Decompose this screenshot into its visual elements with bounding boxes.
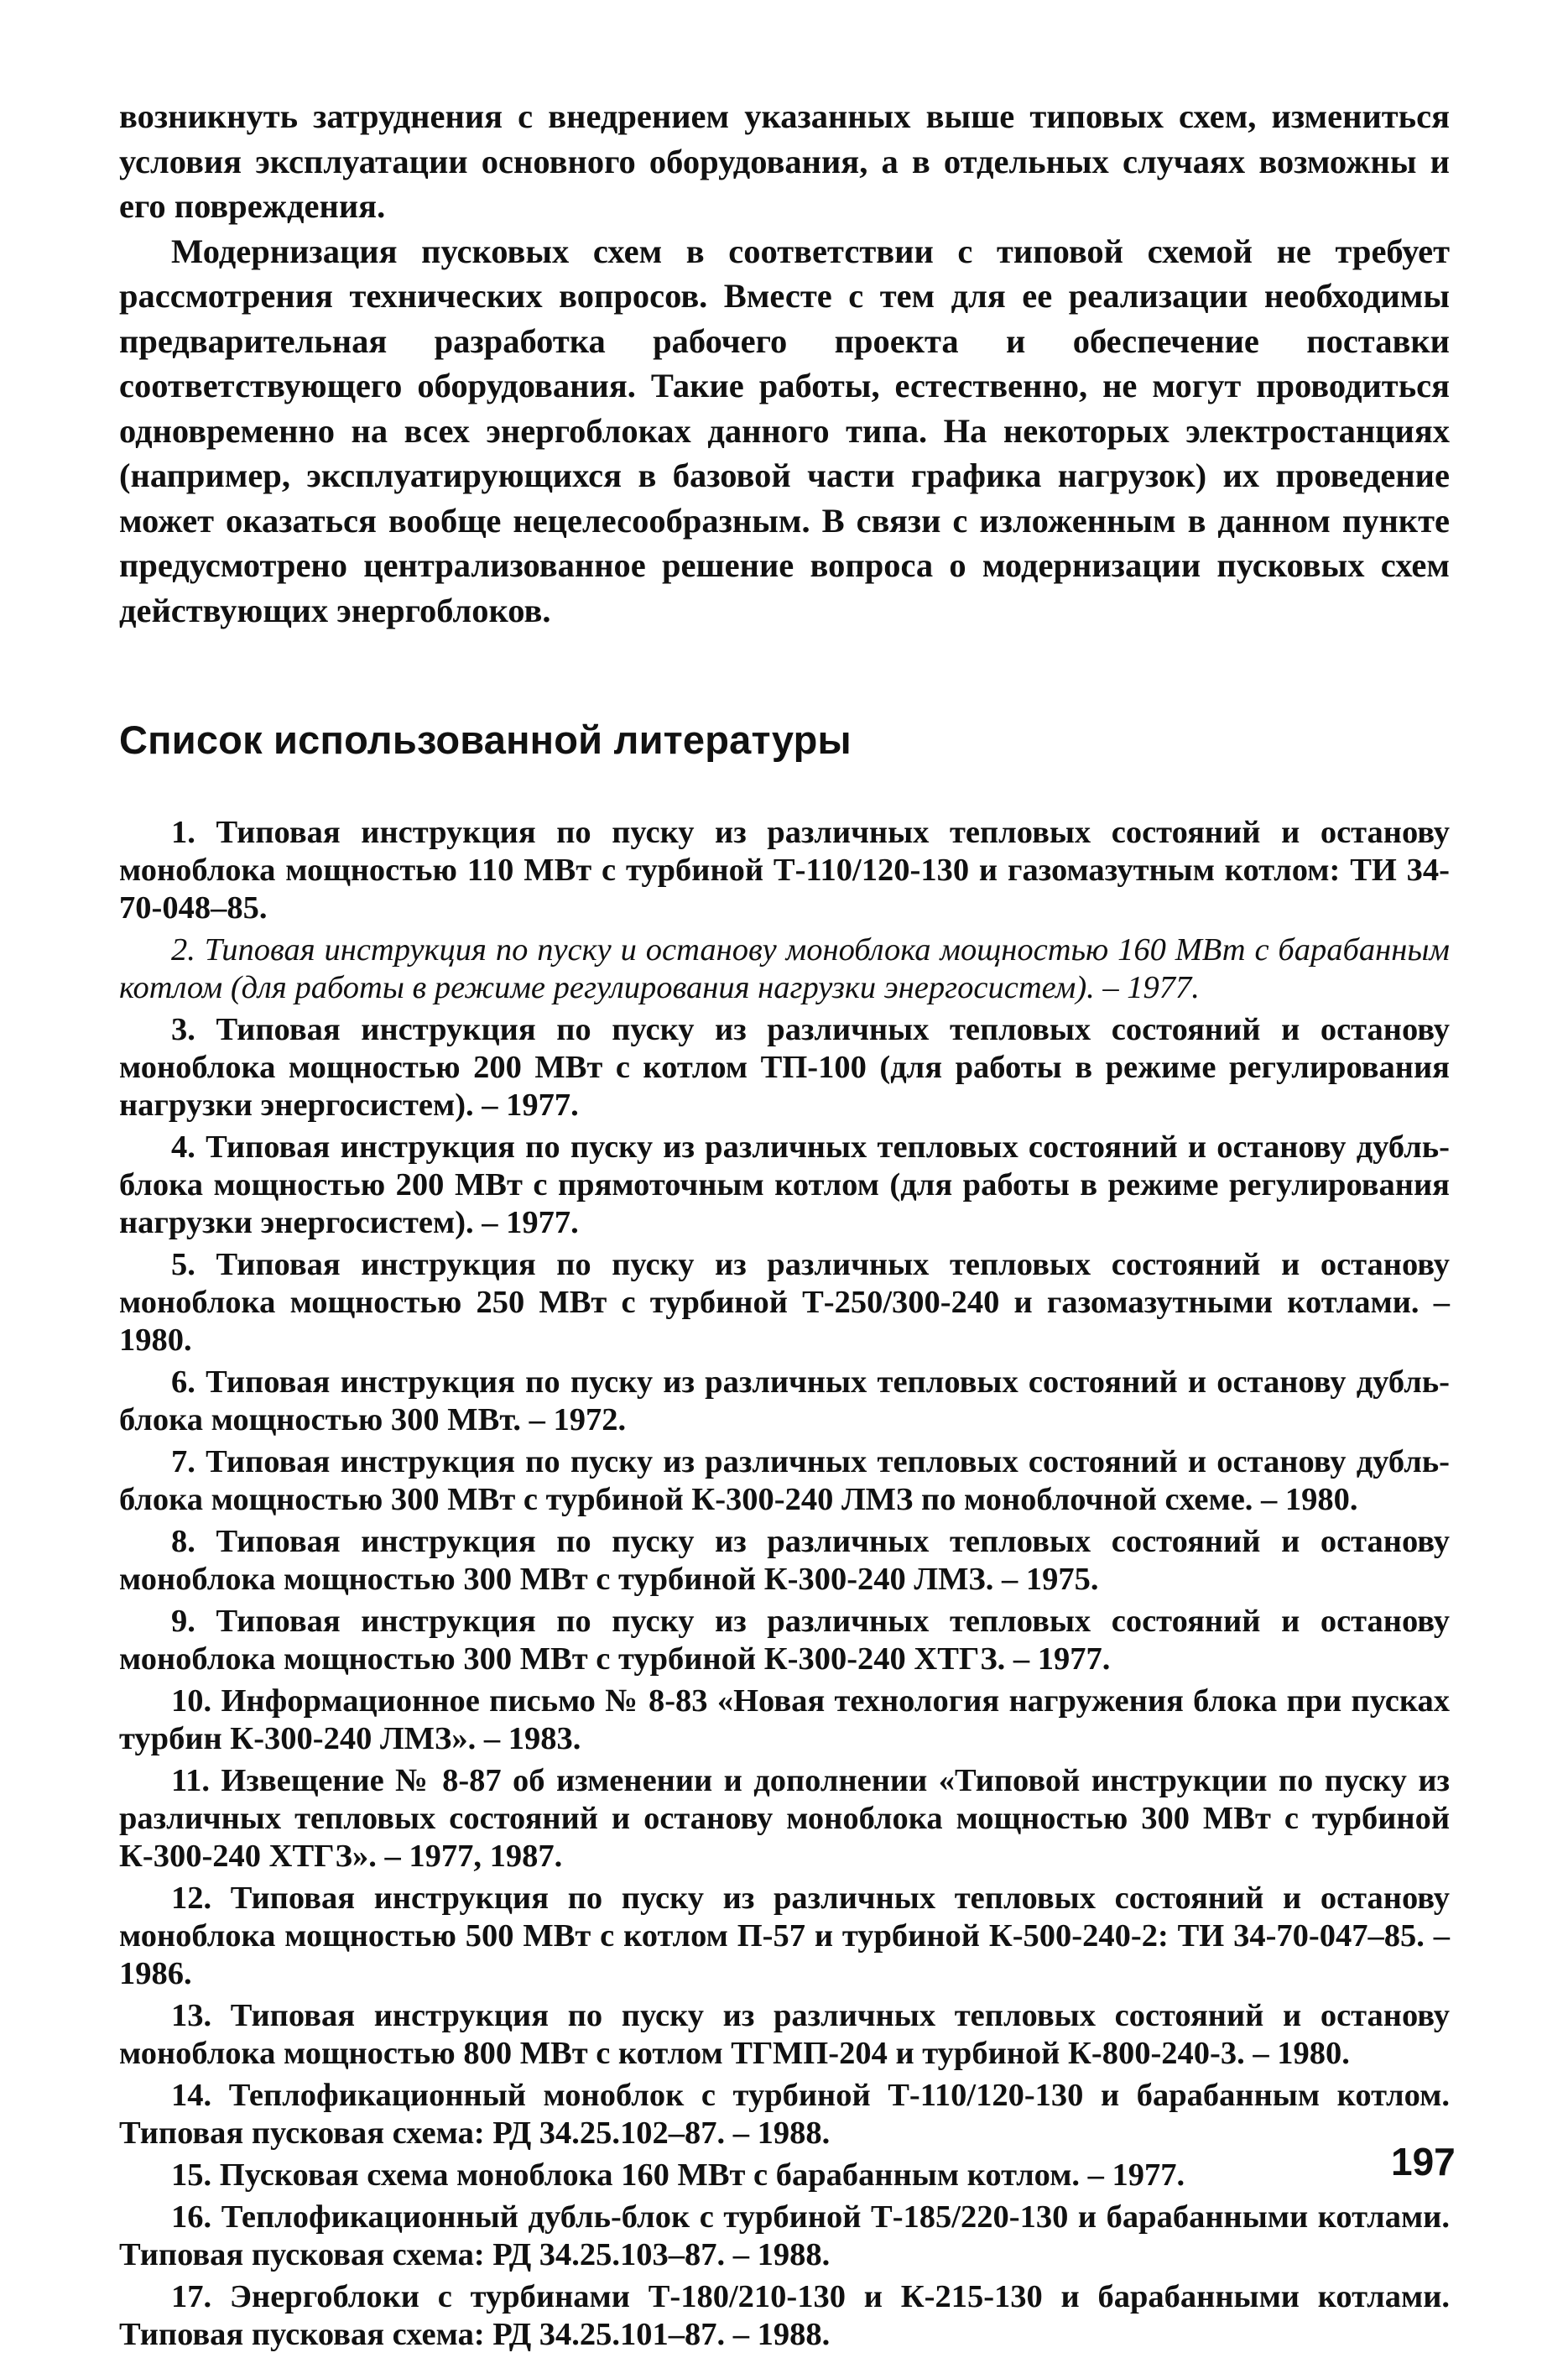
reference-item: 3. Типовая инструкция по пуску из различных тепловых состояний и останову моноблока мощностью 200 МВт с котлом ТП-100 (для работы в режиме регулирования нагрузки энергосистем). – 1977. [119, 1012, 1450, 1123]
reference-item: 5. Типовая инструкция по пуску из различных тепловых состояний и останову моноблока мощностью 250 МВт с турбиной Т-250/300-240 и газомазутными котлами. – 1980. [119, 1247, 1450, 1358]
reference-item: 17. Энергоблоки с турбинами Т-180/210-130 и К-215-130 и барабанными котлами. Типовая пусковая схема: РД 34.25.101–87. – 1988. [119, 2279, 1450, 2352]
reference-item: 8. Типовая инструкция по пуску из различных тепловых состояний и останову моноблока мощностью 300 МВт с турбиной К-300-240 ЛМЗ. – 1975. [119, 1524, 1450, 1597]
reference-item: 9. Типовая инструкция по пуску из различных тепловых состояний и останову моноблока мощностью 300 МВт с турбиной К-300-240 ХТГЗ. – 1977. [119, 1604, 1450, 1677]
reference-item: 1. Типовая инструкция по пуску из различных тепловых состояний и останову моноблока мощностью 110 МВт с турбиной Т-110/120-130 и газомазутным котлом: ТИ 34-70-048–85. [119, 815, 1450, 926]
reference-item: 10. Информационное письмо № 8-83 «Новая технология нагружения блока при пусках турбин К-300-240 ЛМЗ». – 1983. [119, 1683, 1450, 1756]
section-title: Список использованной литературы [119, 717, 852, 762]
page-number: 197 [1391, 2140, 1456, 2183]
page-content [119, 94, 1450, 2358]
reference-item: 2. Типовая инструкция по пуску и останову моноблока мощностью 160 МВт с барабанным котлом (для работы в режиме регулирования нагрузки энергосистем). – 1977. [119, 932, 1450, 1005]
reference-item: 15. Пусковая схема моноблока 160 МВт с барабанным котлом. – 1977. [171, 2157, 1185, 2193]
reference-item: 13. Типовая инструкция по пуску из различных тепловых состояний и останову моноблока мощностью 800 МВт с котлом ТГМП-204 и турбиной К-800-240-3. – 1980. [119, 1998, 1450, 2071]
reference-item: 11. Извещение № 8-87 об изменении и дополнении «Типовой инструкции по пуску из различных тепловых состояний и останову моноблока мощностью 300 МВт с турбиной К-300-240 ХТГЗ». – 1977, 1987. [119, 1763, 1450, 1874]
reference-list [119, 814, 1450, 2354]
reference-item: 4. Типовая инструкция по пуску из различных тепловых состояний и останову дубль-блока мощностью 200 МВт с прямоточным котлом (для работы в режиме регулирования нагрузки энергосистем). – 1977. [119, 1129, 1450, 1240]
reference-item: 14. Теплофикационный моноблок с турбиной Т-110/120-130 и барабанным котлом. Типовая пусковая схема: РД 34.25.102–87. – 1988. [119, 2078, 1450, 2151]
paragraph-modernization: Модернизация пусковых схем в соответствии с типовой схемой не требует рассмотрения технических вопросов. Вместе с тем для ее реализации необходимы предварительная разработка рабочего проекта и обеспечение поставки соответствующего оборудования. Такие работы, естественно, не могут проводиться одновременно на всех энергоблоках данного типа. На некоторых электростанциях (например, эксплуатирующихся в базовой части графика нагрузок) их проведение может оказаться вообще нецелесообразным. В связи с изложенным в данном пункте предусмотрено централизованное решение вопроса о модернизации пусковых схем действующих энергоблоков. [119, 232, 1450, 629]
reference-item: 16. Теплофикационный дубль-блок с турбиной Т-185/220-130 и барабанными котлами. Типовая пусковая схема: РД 34.25.103–87. – 1988. [119, 2199, 1450, 2272]
paragraph-continuation: возникнуть затруднения с внедрением указанных выше типовых схем, измениться условия эксплуатации основного оборудования, а в отдельных случаях возможны и его повреждения. [119, 97, 1450, 225]
reference-item: 7. Типовая инструкция по пуску из различных тепловых состояний и останову дубль-блока мощностью 300 МВт с турбиной К-300-240 ЛМЗ по моноблочной схеме. – 1980. [119, 1444, 1450, 1517]
reference-item: 6. Типовая инструкция по пуску из различных тепловых состояний и останову дубль-блока мощностью 300 МВт. – 1972. [119, 1364, 1450, 1437]
reference-item: 12. Типовая инструкция по пуску из различных тепловых состояний и останову моноблока мощностью 500 МВт с котлом П-57 и турбиной К-500-240-2: ТИ 34-70-047–85. – 1986. [119, 1881, 1450, 1991]
